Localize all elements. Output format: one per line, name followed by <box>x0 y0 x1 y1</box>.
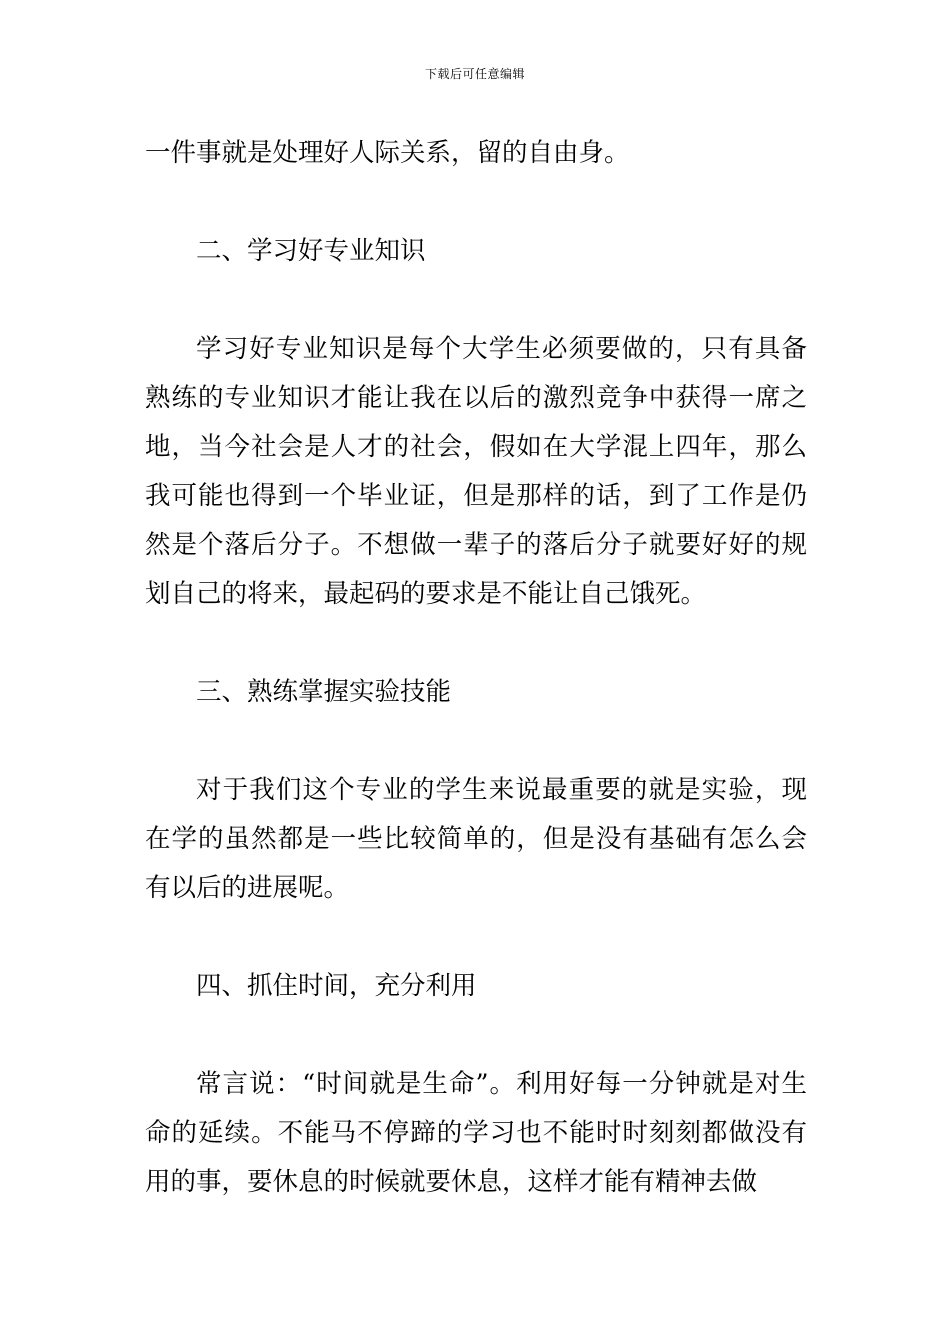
paragraph-gap <box>145 619 807 668</box>
paragraph-time-management: 常言说：“时间就是生命”。利用好每一分钟就是对生命的延续。不能马不停蹄的学习也不能时时刻刻都做没有用的事，要休息的时候就要休息，这样才能有精神去做 <box>145 1069 807 1197</box>
paragraph-gap <box>145 178 807 227</box>
section-heading-3: 三、熟练掌握实验技能 <box>196 677 452 707</box>
paragraph-professional-knowledge: 学习好专业知识是每个大学生必须要做的，只有具备熟练的专业知识才能让我在以后的激烈竞争中获得一席之地，当今社会是人才的社会，假如在大学混上四年，那么我可能也得到一个毕业证，但是那样的话，到了工作是仍然是个落后分子。不想做一辈子的落后分子就要好好的规划自己的将来，最起码的要求是不能让自己饿死。 <box>145 334 807 609</box>
paragraph-gap <box>145 1011 807 1060</box>
paragraph-experiment-skills: 对于我们这个专业的学生来说最重要的就是实验，现在学的虽然都是一些比较简单的，但是没有基础有怎么会有以后的进展呢。 <box>145 775 807 903</box>
document-body <box>145 129 807 1207</box>
section-heading-4: 四、抓住时间，充分利用 <box>196 971 477 1001</box>
paragraph-continuation: 一件事就是处理好人际关系，留的自由身。 <box>145 138 630 168</box>
page-header: 下载后可任意编辑 <box>424 67 525 81</box>
section-heading-2: 二、学习好专业知识 <box>196 236 426 266</box>
paragraph-gap <box>145 913 807 962</box>
paragraph-gap <box>145 276 807 325</box>
paragraph-gap <box>145 717 807 766</box>
